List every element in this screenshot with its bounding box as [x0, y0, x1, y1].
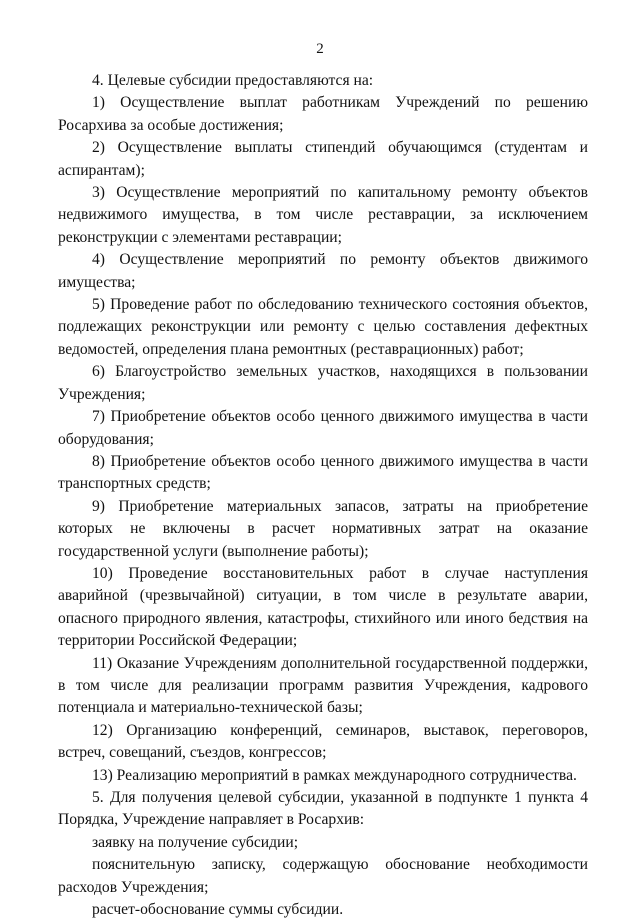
document-item-calculation: расчет-обоснование суммы субсидии. [92, 901, 344, 919]
list-item-7: 7) Приобретение объектов особо ценного движимого имущества в части оборудования; [58, 408, 588, 448]
document-item-application: заявку на получение субсидии; [92, 833, 299, 851]
paragraph-5: 5. Для получения целевой субсидии, указанной в подпункте 1 пункта 4 Порядка, Учреждение направляет в Росархив: [58, 789, 588, 829]
list-item-3: 3) Осуществление мероприятий по капитальному ремонту объектов недвижимого имущества, в том числе реставрации, за исключением реконструкции с элементами реставрации; [58, 184, 588, 246]
list-item-9: 9) Приобретение материальных запасов, затраты на приобретение которых не включены в расчет нормативных затрат на оказание государственной услуги (выполнение работы); [58, 497, 588, 560]
page-number: 2 [316, 41, 324, 57]
list-item-6: 6) Благоустройство земельных участков, находящихся в пользовании Учреждения; [58, 363, 588, 403]
list-item-10: 10) Проведение восстановительных работ в случае наступления аварийной (чрезвычайной) ситуации, в том числе в результате аварии, опасного природного явления, катастрофы, стихийного или иного бедствия на территории Российской Федерации; [58, 564, 588, 650]
list-item-11: 11) Оказание Учреждениям дополнительной государственной поддержки, в том числе для реализации программ развития Учреждения, кадрового потенциала и материально-технической базы; [58, 654, 588, 717]
list-item-5: 5) Проведение работ по обследованию технического состояния объектов, подлежащих реконструкции или ремонту с целью составления дефектных ведомостей, определения плана ремонтных (реставрационных) работ; [58, 296, 588, 358]
paragraph-4-heading: 4. Целевые субсидии предоставляются на: [92, 72, 374, 89]
document-item-explanatory-note: пояснительную записку, содержащую обоснование необходимости расходов Учреждения; [58, 856, 588, 896]
document-body [58, 70, 588, 921]
list-item-1: 1) Осуществление выплат работникам Учреждений по решению Росархива за особые достижения; [58, 94, 588, 134]
list-item-13: 13) Реализацию мероприятий в рамках международного сотрудничества. [92, 766, 577, 784]
list-item-8: 8) Приобретение объектов особо ценного движимого имущества в части транспортных средств; [58, 452, 588, 493]
list-item-2: 2) Осуществление выплаты стипендий обучающимся (студентам и аспирантам); [58, 139, 588, 179]
list-item-4: 4) Осуществление мероприятий по ремонту объектов движимого имущества; [58, 251, 588, 291]
list-item-12: 12) Организацию конференций, семинаров, выставок, переговоров, встреч, совещаний, съездов, конгрессов; [58, 721, 588, 762]
